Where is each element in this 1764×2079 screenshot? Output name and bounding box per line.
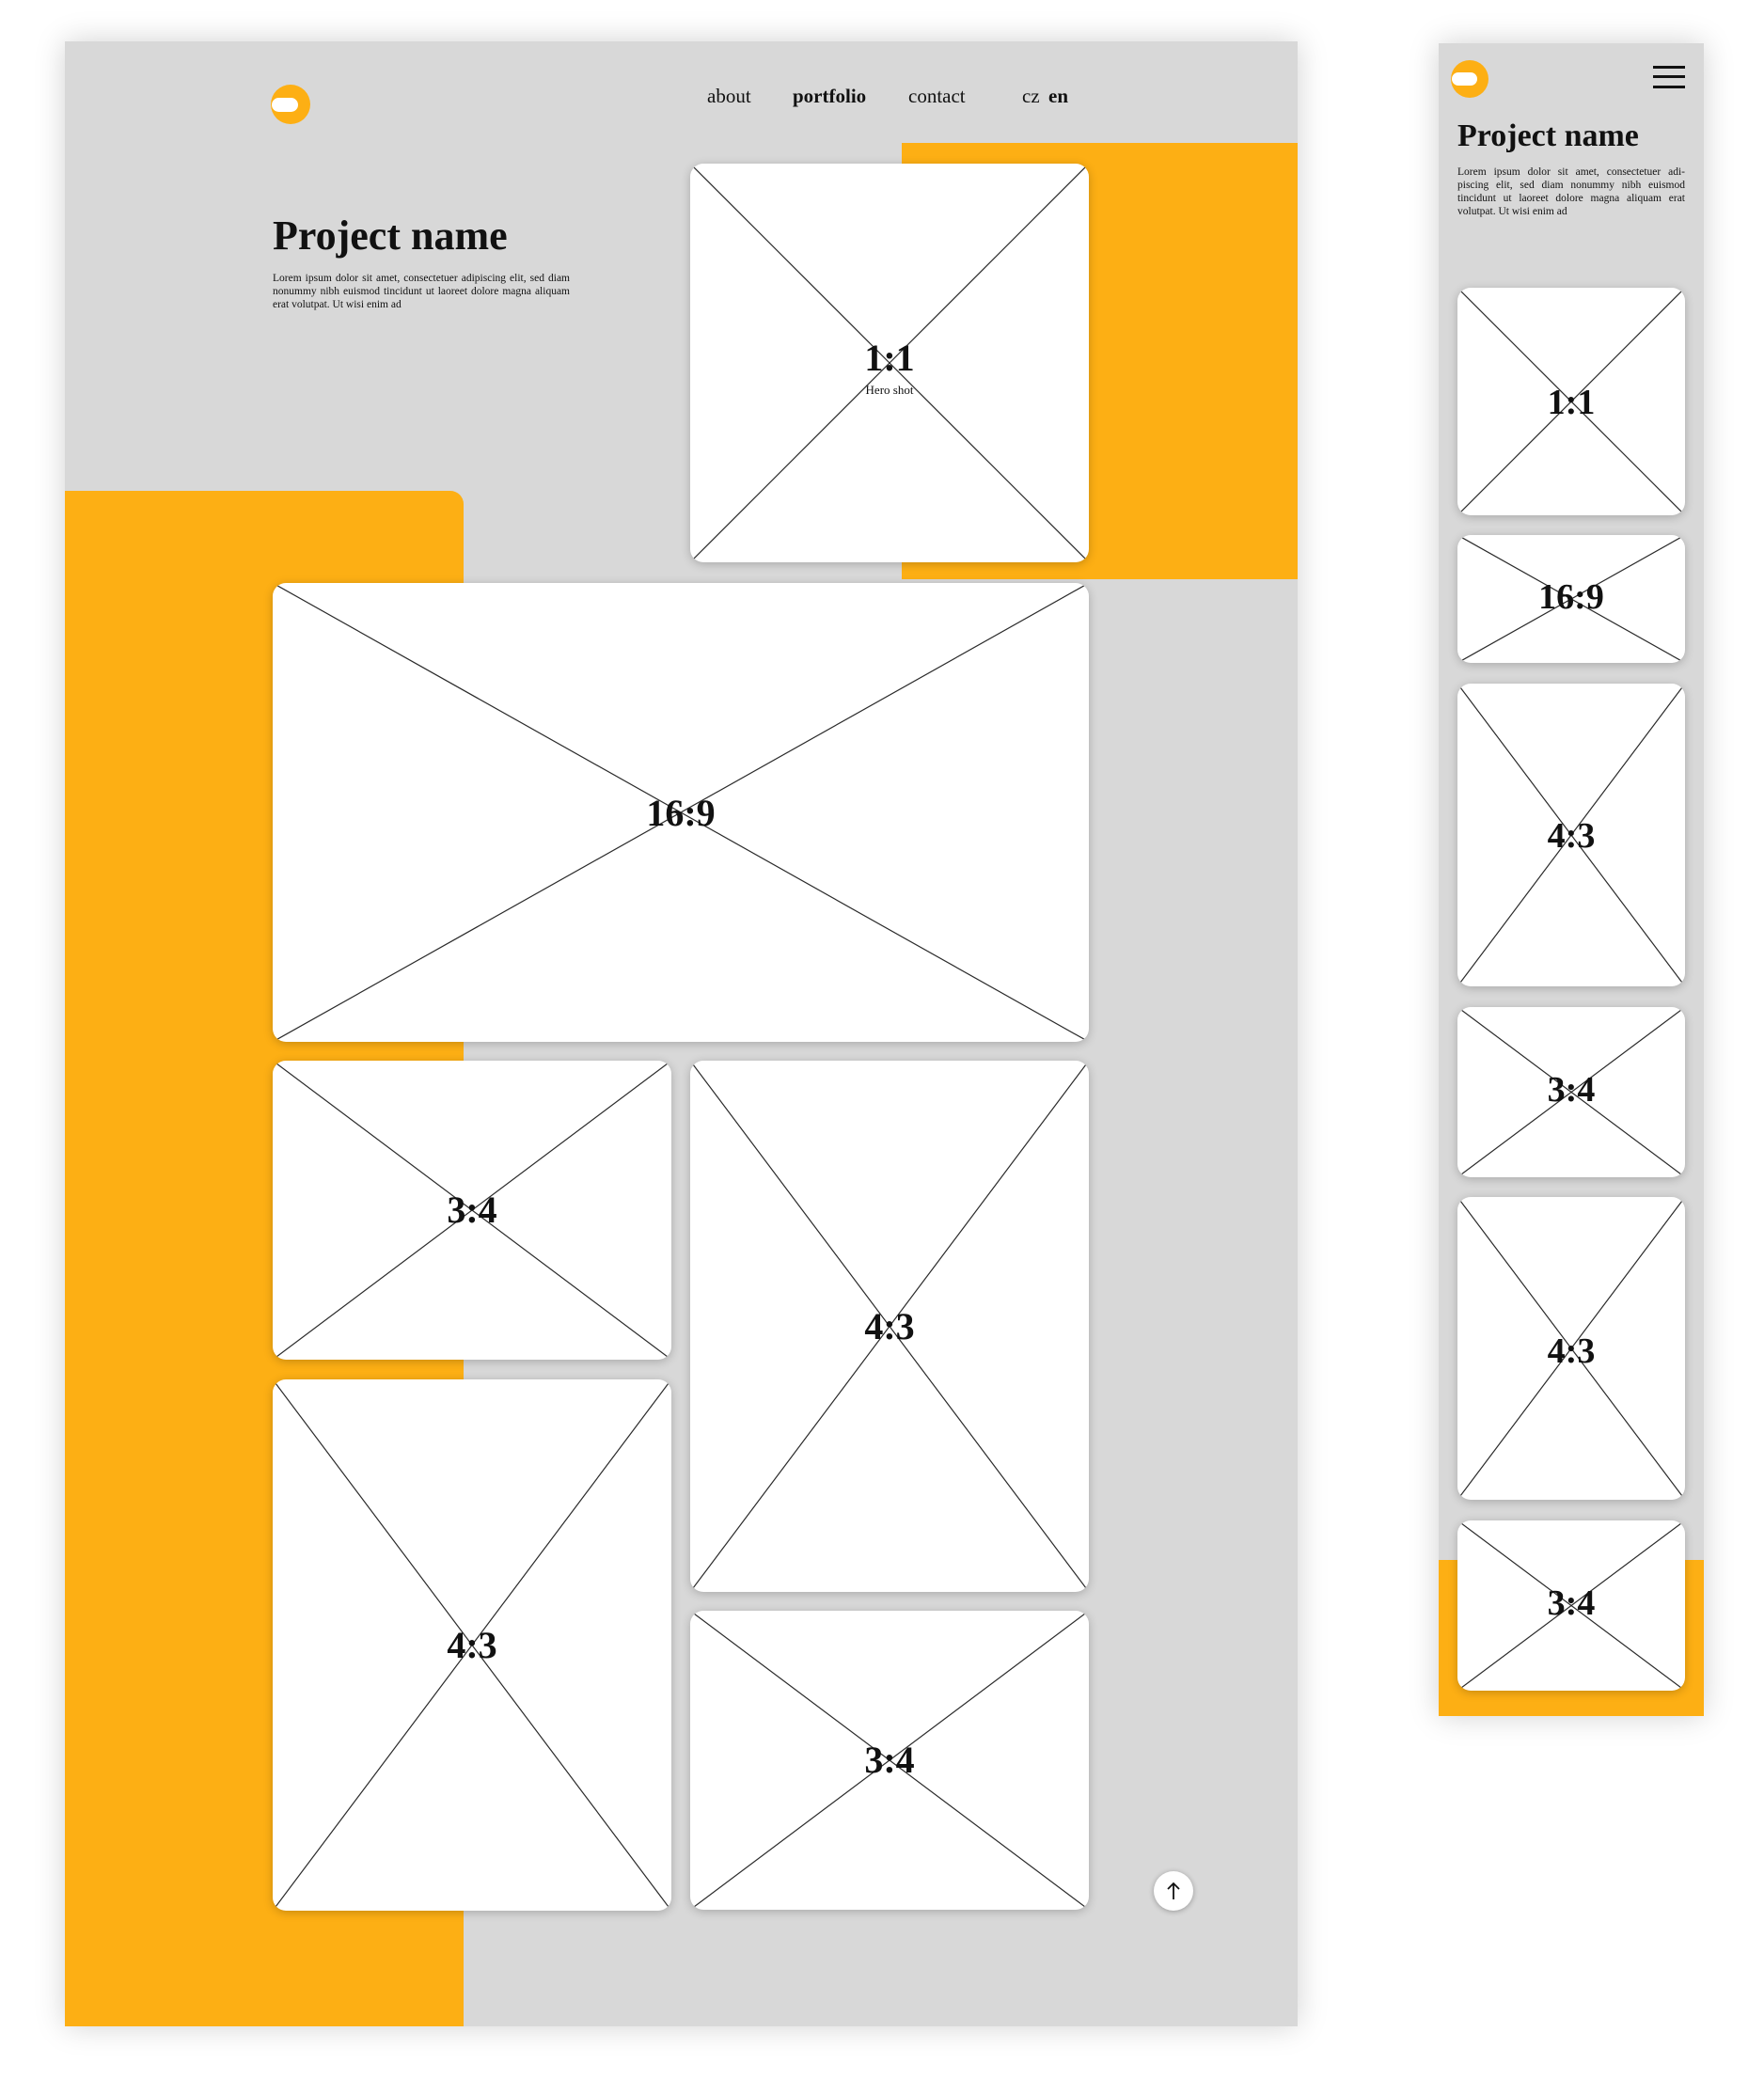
ratio-label: 3:4	[1547, 1583, 1596, 1623]
hero-shot-caption: Hero shot	[865, 383, 914, 397]
image-placeholder-wide[interactable]	[273, 583, 1089, 1042]
ratio-label: 4:3	[1547, 1331, 1596, 1371]
ratio-label: 16:9	[646, 792, 716, 834]
project-description: Lorem ipsum dolor sit amet, consectetuer adipiscing elit, sed diam nonummy nibh euismod tincidunt ut laoreet dolore magna aliquam erat volutpat. Ut wisi enim ad	[273, 273, 570, 310]
ratio-label: 1:1	[1547, 383, 1596, 422]
image-placeholder[interactable]	[1457, 1197, 1685, 1500]
image-placeholder[interactable]	[690, 1611, 1089, 1910]
image-placeholder[interactable]	[1457, 684, 1685, 986]
nav-contact-link[interactable]: contact	[908, 85, 966, 107]
ratio-label: 3:4	[1547, 1070, 1596, 1110]
image-placeholder[interactable]	[273, 1061, 671, 1360]
page-title: Project name	[273, 213, 508, 259]
image-placeholder-hero[interactable]	[690, 164, 1089, 562]
ratio-label: 1:1	[864, 337, 915, 379]
lang-en-link[interactable]: en	[1048, 85, 1068, 107]
mobile-page	[1439, 43, 1704, 1716]
project-description: Lorem ipsum dolor sit amet, consectetuer adi- piscing elit, sed diam nonummy nibh euismod tincidunt ut laoreet dolore magna aliquam erat volutpat. Ut wisi enim ad	[1457, 166, 1685, 217]
nav-about-link[interactable]: about	[707, 85, 751, 107]
ratio-label: 16:9	[1538, 577, 1604, 617]
scroll-to-top-button[interactable]	[1154, 1871, 1193, 1911]
ratio-label: 4:3	[447, 1624, 497, 1666]
image-placeholder[interactable]	[273, 1379, 671, 1911]
image-placeholder[interactable]	[1457, 288, 1685, 515]
lang-cz-link[interactable]: cz	[1022, 85, 1040, 107]
arrow-up-icon	[1164, 1881, 1183, 1901]
logo[interactable]	[1451, 60, 1488, 98]
image-placeholder[interactable]	[690, 1061, 1089, 1592]
hamburger-menu-icon[interactable]	[1653, 64, 1685, 90]
logo[interactable]	[271, 85, 310, 124]
image-placeholder[interactable]	[1457, 535, 1685, 663]
ratio-label: 3:4	[447, 1189, 497, 1231]
desktop-page	[65, 41, 1298, 2026]
image-placeholder[interactable]	[1457, 1007, 1685, 1177]
ratio-label: 3:4	[864, 1739, 915, 1781]
page-title: Project name	[1457, 118, 1639, 153]
nav-portfolio-link[interactable]: portfolio	[793, 85, 867, 107]
ratio-label: 4:3	[1547, 816, 1596, 856]
ratio-label: 4:3	[864, 1305, 915, 1347]
image-placeholder[interactable]	[1457, 1520, 1685, 1691]
